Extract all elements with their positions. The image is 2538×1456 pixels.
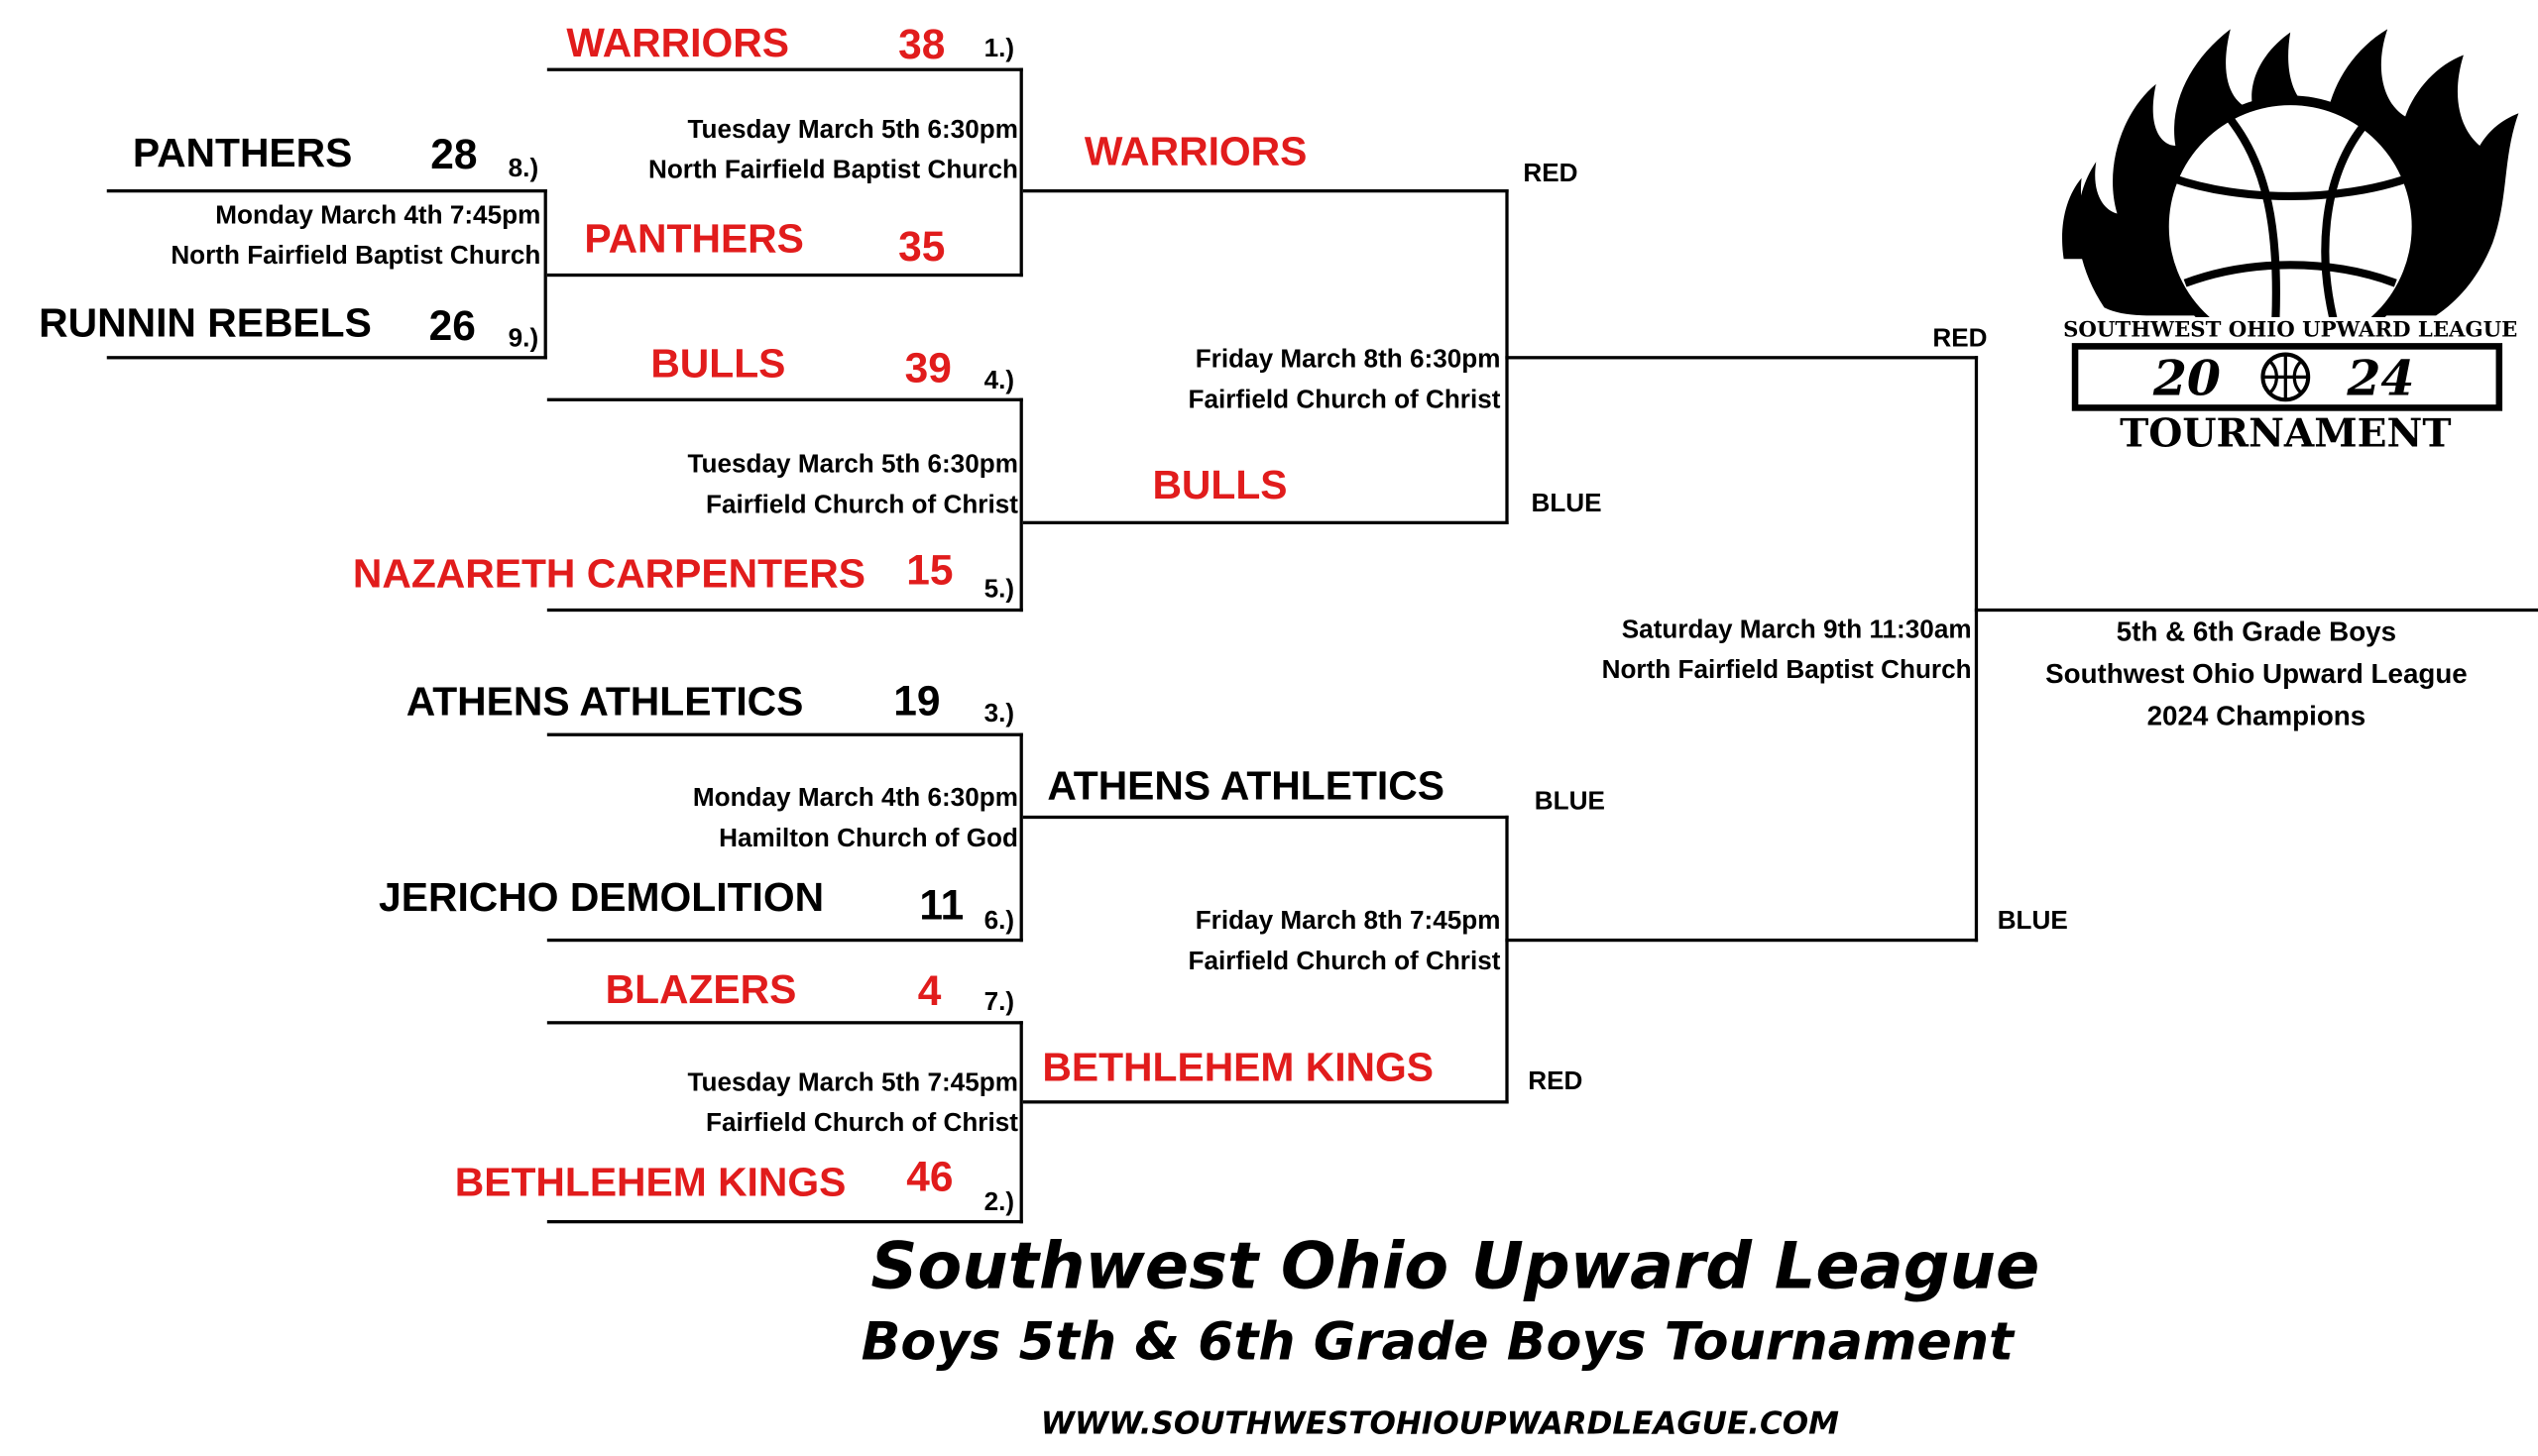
- r1g4-top-line: [547, 1021, 1023, 1024]
- semi1-bottom-team: BULLS: [1152, 462, 1288, 508]
- r1g3-info: [693, 778, 1018, 859]
- semi1-info-place: Fairfield Church of Christ: [1188, 387, 1501, 414]
- r1g4-bottom-line: [547, 1220, 1023, 1223]
- r1g4-top-seed: 7.): [983, 988, 1015, 1017]
- r1g1-top-team: WARRIORS: [566, 21, 789, 66]
- r1g2-top-team: BULLS: [650, 341, 786, 388]
- r1g3-info-place: Hamilton Church of God: [719, 825, 1018, 853]
- champion-line3: 2024 Champions: [2146, 700, 2366, 731]
- semi2-bottom-line: [1023, 1100, 1509, 1103]
- semi1-info: [1189, 340, 1501, 421]
- semi1-bottom-color: BLUE: [1531, 490, 1602, 518]
- r1g3-connector: [1020, 733, 1023, 943]
- r1g3-bottom-seed: 6.): [983, 907, 1015, 936]
- final-top-line: [1505, 356, 1978, 359]
- r1g2-top-score: 39: [904, 343, 952, 392]
- r1g1-info-place: North Fairfield Baptist Church: [647, 157, 1018, 185]
- r1g4-bottom-team: BETHLEHEM KINGS: [454, 1160, 847, 1206]
- logo-year-right: 24: [2347, 349, 2415, 407]
- r1g1-bottom-team: PANTHERS: [584, 216, 804, 263]
- semi2-top-color: BLUE: [1534, 788, 1605, 816]
- r1g1-info-time: Tuesday March 5th 6:30pm: [687, 116, 1018, 145]
- semi2-info: [1189, 901, 1501, 982]
- r1g3-top-score: 19: [893, 676, 941, 726]
- r1g2-bottom-team: NAZARETH CARPENTERS: [352, 551, 865, 598]
- r1g2-bottom-score: 15: [906, 545, 954, 595]
- r1g1-bottom-score: 35: [898, 221, 946, 271]
- logo-ball-icon: [2262, 355, 2308, 400]
- r1g3-top-line: [547, 733, 1023, 736]
- r1g1-top-score: 38: [898, 19, 946, 68]
- playin-info-place: North Fairfield Baptist Church: [171, 242, 541, 271]
- final-top-color: RED: [1932, 325, 1988, 353]
- tournament-logo: [2055, 16, 2524, 469]
- r1g4-connector: [1020, 1021, 1023, 1223]
- logo-year-left: 20: [2152, 349, 2221, 407]
- r1g3-top-seed: 3.): [983, 700, 1015, 728]
- r1g2-bottom-seed: 5.): [983, 576, 1015, 604]
- semi1-top-team: WARRIORS: [1084, 129, 1308, 175]
- semi1-top-line: [1023, 189, 1509, 192]
- r1g2-info-time: Tuesday March 5th 6:30pm: [687, 451, 1018, 480]
- playin-team-a: PANTHERS: [132, 131, 353, 176]
- r1g2-info: [688, 445, 1018, 526]
- r1g3-bottom-line: [547, 939, 1023, 942]
- semi2-top-line: [1023, 816, 1509, 819]
- semi2-bottom-color: RED: [1528, 1067, 1583, 1096]
- semi2-info-place: Fairfield Church of Christ: [1188, 948, 1501, 976]
- playin-score-a: 28: [430, 129, 478, 178]
- semi2-info-time: Friday March 8th 7:45pm: [1195, 907, 1501, 936]
- r1g3-bottom-score: 11: [919, 880, 965, 930]
- playin-line-b: [107, 356, 547, 359]
- r1g4-info: [688, 1064, 1018, 1145]
- r1g2-bottom-line: [547, 609, 1023, 612]
- semi2-connector: [1505, 816, 1508, 1104]
- final-info-place: North Fairfield Baptist Church: [1601, 656, 1972, 685]
- r1g1-info: [648, 110, 1018, 191]
- footer-url[interactable]: WWW.SOUTHWESTOHIOUPWARDLEAGUE.COM: [1040, 1405, 1839, 1442]
- r1g4-top-score: 4: [917, 965, 942, 1015]
- r1g2-connector: [1020, 398, 1023, 613]
- r1g2-top-seed: 4.): [983, 367, 1015, 395]
- champion-line2: Southwest Ohio Upward League: [2045, 658, 2468, 690]
- r1g4-info-place: Fairfield Church of Christ: [705, 1109, 1018, 1138]
- footer-subtitle: Boys 5th & 6th Grade Boys Tournament: [861, 1310, 2015, 1373]
- r1g3-top-team: ATHENS ATHLETICS: [405, 679, 804, 726]
- logo-word: TOURNAMENT: [2120, 410, 2452, 457]
- r1g2-info-place: Fairfield Church of Christ: [705, 492, 1018, 520]
- playin-info: [171, 196, 540, 278]
- playin-seed-b: 9.): [508, 325, 539, 353]
- final-info: [1602, 611, 1972, 692]
- final-connector: [1975, 356, 1978, 942]
- final-bottom-line: [1505, 939, 1978, 942]
- playin-info-time: Monday March 4th 7:45pm: [215, 202, 541, 230]
- r1g4-info-time: Tuesday March 5th 7:45pm: [687, 1069, 1018, 1097]
- r1g2-top-line: [547, 398, 1023, 401]
- r1g1-top-seed: 1.): [983, 35, 1015, 63]
- footer-title: Southwest Ohio Upward League: [870, 1229, 2040, 1304]
- semi1-bottom-line: [1023, 521, 1509, 524]
- final-bottom-color: BLUE: [1997, 907, 2068, 936]
- champion-caption: [2014, 612, 2499, 737]
- r1g3-bottom-team: JERICHO DEMOLITION: [379, 875, 825, 921]
- semi2-top-team: ATHENS ATHLETICS: [1047, 763, 1444, 810]
- champion-line1: 5th & 6th Grade Boys: [2116, 616, 2397, 648]
- playin-line-a: [107, 189, 547, 192]
- basketball-icon: [2164, 100, 2417, 353]
- semi1-top-color: RED: [1523, 160, 1578, 188]
- r1g4-bottom-score: 46: [906, 1152, 954, 1201]
- r1g3-info-time: Monday March 4th 6:30pm: [692, 784, 1018, 813]
- r1g1-top-line: [547, 68, 1023, 71]
- semi1-info-time: Friday March 8th 6:30pm: [1195, 346, 1501, 375]
- playin-team-b: RUNNIN REBELS: [39, 300, 372, 347]
- playin-score-b: 26: [428, 300, 476, 350]
- final-info-time: Saturday March 9th 11:30am: [1621, 616, 1972, 644]
- playin-seed-a: 8.): [508, 155, 539, 183]
- r1g4-bottom-seed: 2.): [983, 1188, 1015, 1217]
- r1g1-bottom-line: [547, 274, 1023, 277]
- semi2-bottom-team: BETHLEHEM KINGS: [1042, 1045, 1435, 1091]
- r1g4-top-team: BLAZERS: [605, 967, 797, 1014]
- r1g1-connector: [1020, 68, 1023, 278]
- logo-arc-text: SOUTHWEST OHIO UPWARD LEAGUE: [2063, 317, 2518, 343]
